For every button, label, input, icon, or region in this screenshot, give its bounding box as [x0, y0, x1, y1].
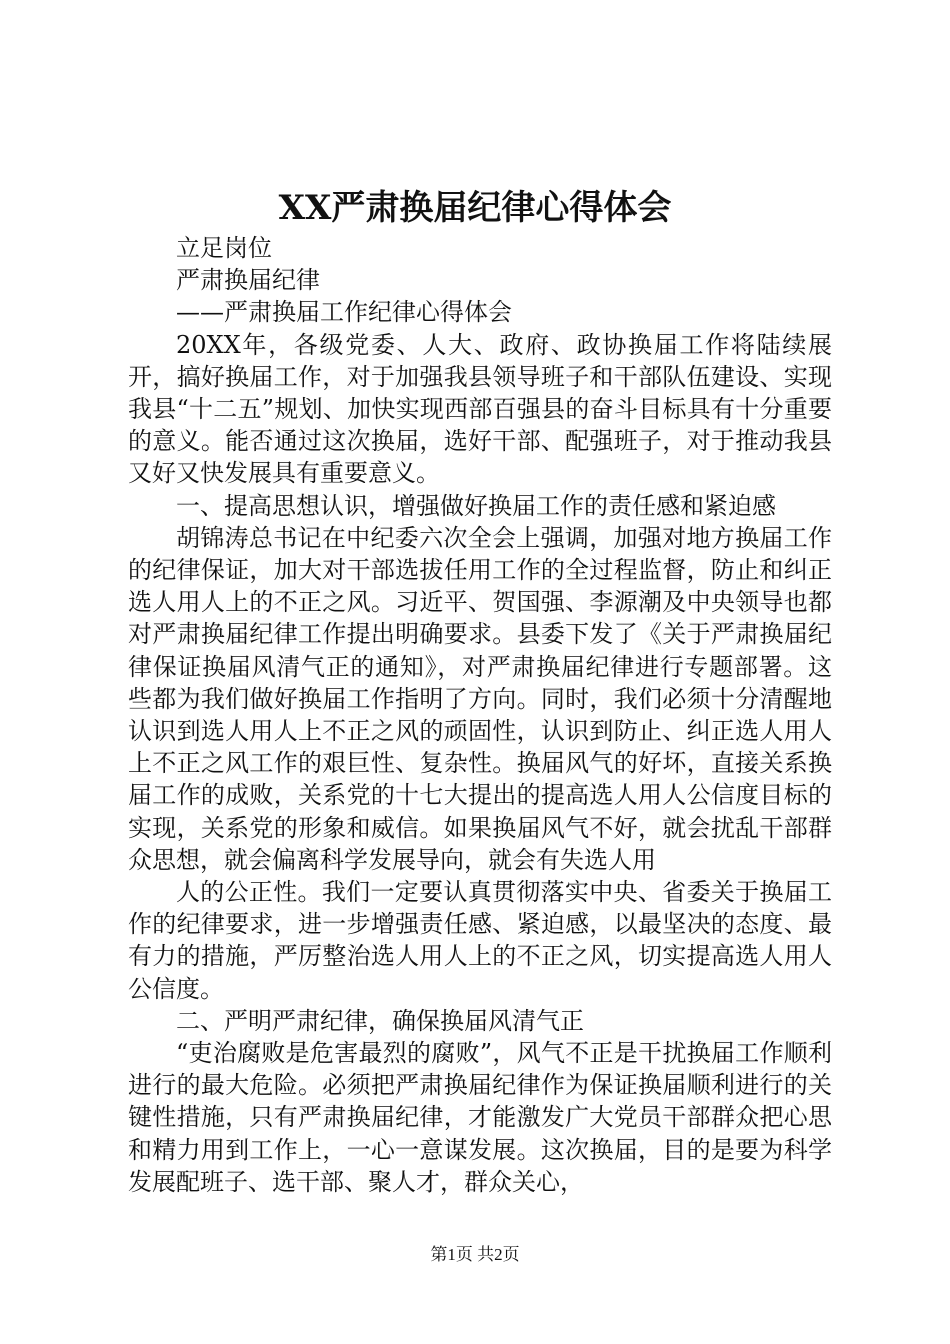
- section-heading-2: 二、严明严肃纪律，确保换届风清气正: [176, 1006, 584, 1035]
- paragraph-section-2a: “吏治腐败是危害最烈的腐败”，风气不正是干扰换届工作顺利进行的最大危险。必须把严肃换届纪律作为保证换届顺利进行的关键性措施，只有严肃换届纪律，才能激发广大党员干部群众把心思和精力用到工作上，一心一意谋发展。这次换届，目的是要为科学发展配班子、选干部、聚人才，群众关心，: [128, 1039, 832, 1196]
- document-title: XX严肃换届纪律心得体会: [278, 188, 672, 228]
- section-heading-1: 一、提高思想认识，增强做好换届工作的责任感和紧迫感: [176, 491, 776, 520]
- paragraph-subtitle-3: ——严肃换届工作纪律心得体会: [176, 298, 512, 327]
- paragraph-subtitle-2: 严肃换届纪律: [176, 266, 320, 295]
- page-footer: 第1页 共2页: [430, 1245, 520, 1264]
- document-body: [128, 232, 832, 1198]
- paragraph-section-1a: 胡锦涛总书记在中纪委六次全会上强调，加强对地方换届工作的纪律保证，加大对干部选拔任用工作的全过程监督，防止和纠正选人用人上的不正之风。习近平、贺国强、李源潮及中央领导也都对严肃换届纪律工作提出明确要求。县委下发了《关于严肃换届纪律保证换届风清气正的通知》，对严肃换届纪律进行专题部署。这些都为我们做好换届工作指明了方向。同时，我们必须十分清醒地认识到选人用人上不正之风的顽固性，认识到防止、纠正选人用人上不正之风工作的艰巨性、复杂性。换届风气的好坏，直接关系换届工作的成败，关系党的十七大提出的提高选人用人公信度目标的实现，关系党的形象和威信。如果换届风气不好，就会扰乱干部群众思想，就会偏离科学发展导向，就会有失选人用: [128, 523, 832, 874]
- paragraph-subtitle-1: 立足岗位: [176, 234, 272, 262]
- paragraph-intro: 20XX年，各级党委、人大、政府、政协换届工作将陆续展开，搞好换届工作，对于加强我县领导班子和干部队伍建设、实现我县“十二五”规划、加快实现西部百强县的奋斗目标具有十分重要的意义。能否通过这次换届，选好干部、配强班子，对于推动我县又好又快发展具有重要意义。: [128, 330, 832, 488]
- paragraph-section-1b: 人的公正性。我们一定要认真贯彻落实中央、省委关于换届工作的纪律要求，进一步增强责任感、紧迫感，以最坚决的态度、最有力的措施，严厉整治选人用人上的不正之风，切实提高选人用人公信度。: [128, 878, 832, 1003]
